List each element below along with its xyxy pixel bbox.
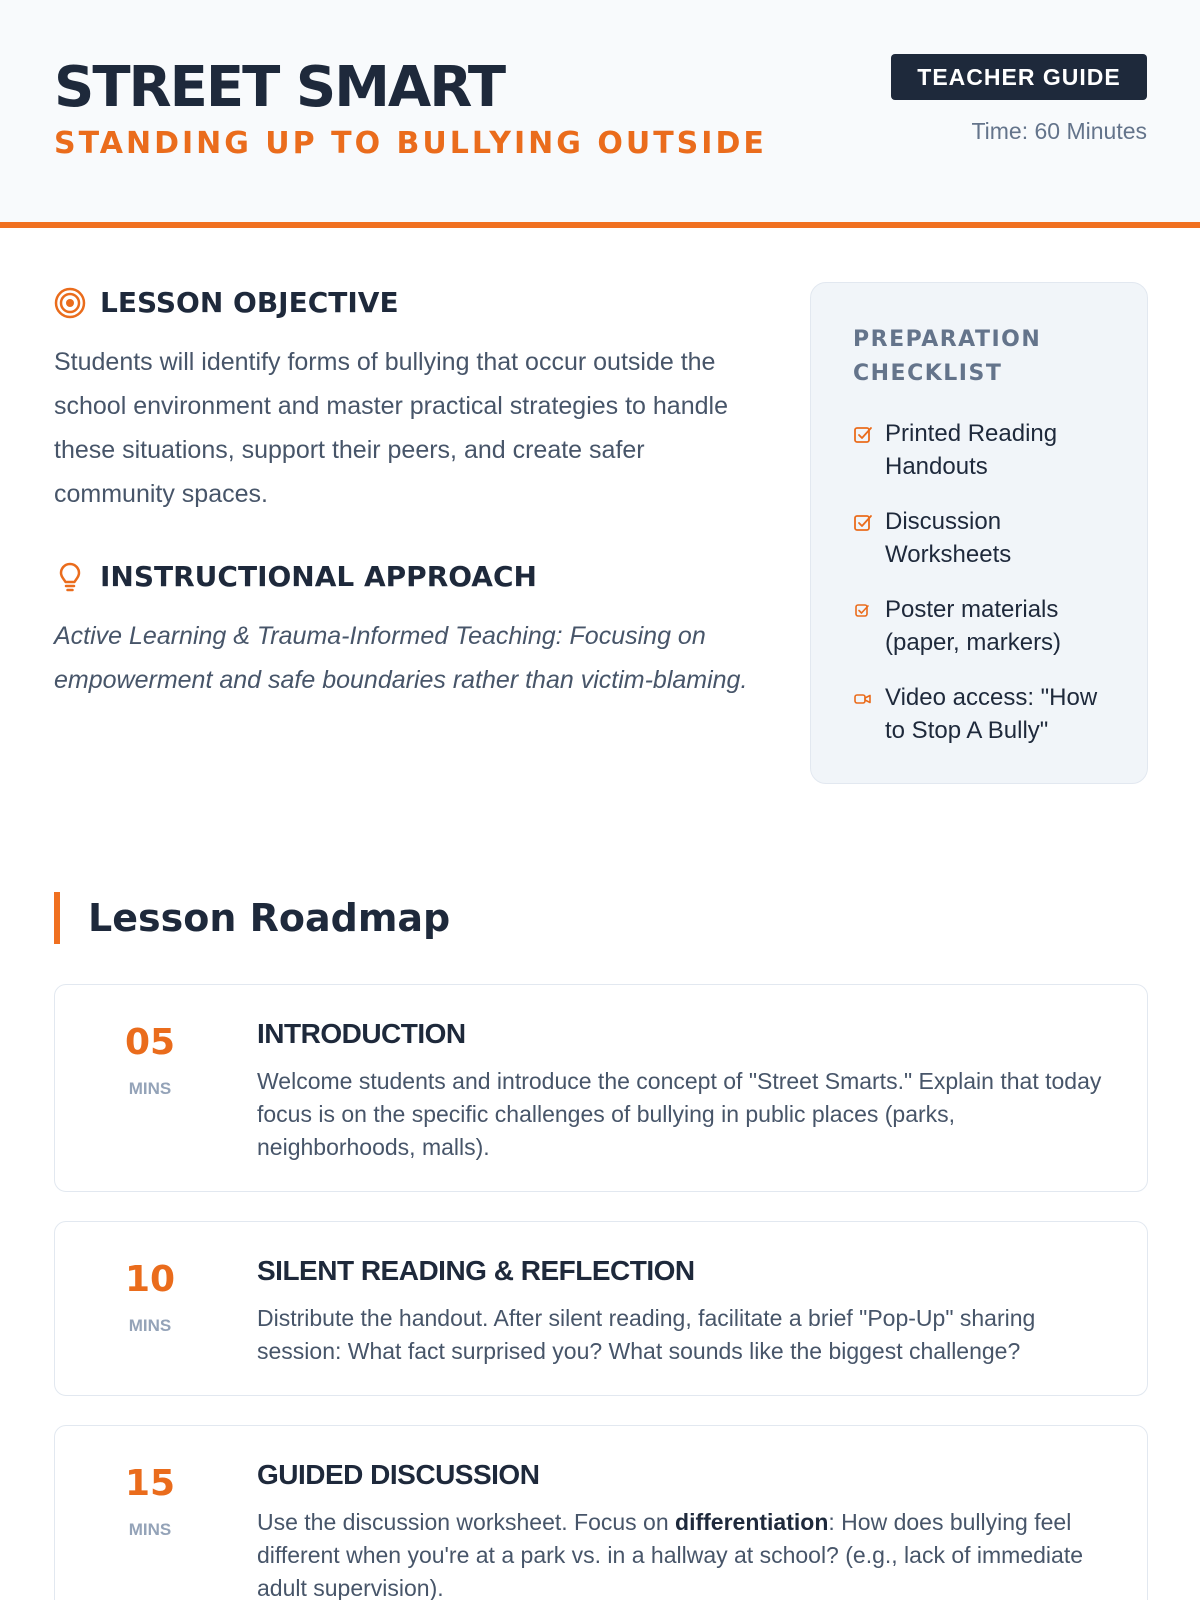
lesson-duration: Time: 60 Minutes: [971, 118, 1147, 144]
roadmap-step: [54, 1221, 1148, 1396]
checkbox-icon: [853, 425, 873, 445]
step-minutes: 15: [124, 1463, 176, 1504]
step-description-emphasis: differentiation: [675, 1509, 829, 1535]
step-title: SILENT READING & REFLECTION: [257, 1255, 695, 1286]
approach-text: Active Learning & Trauma-Informed Teaching: Focusing on empowerment and safe boundaries rather than victim-blaming.: [54, 622, 748, 694]
approach-heading-label: INSTRUCTIONAL APPROACH: [100, 560, 537, 593]
checklist-item-label: Video access: "How to Stop A Bully": [885, 684, 1098, 744]
step-description: [257, 1506, 1117, 1600]
checklist-item: [853, 417, 1117, 483]
objective-heading-label: LESSON OBJECTIVE: [100, 286, 399, 319]
page-header: [0, 0, 1200, 228]
roadmap-heading: Lesson Roadmap: [54, 892, 450, 944]
page-title: STREET SMART: [54, 55, 505, 120]
objective-text: Students will identify forms of bullying that occur outside the school environment and master practical strategies to handle these situations, support their peers, and create safer community spaces.: [54, 348, 728, 508]
step-minutes-unit: MINS: [128, 1079, 172, 1098]
roadmap-step: [54, 984, 1148, 1192]
checklist-item: [853, 593, 1117, 659]
step-minutes-unit: MINS: [128, 1316, 172, 1335]
lightbulb-icon: [54, 561, 86, 593]
step-minutes: 10: [124, 1259, 176, 1300]
target-icon: [54, 287, 86, 319]
preparation-checklist: [810, 282, 1148, 784]
step-minutes: 05: [124, 1022, 176, 1063]
roadmap-step: [54, 1425, 1148, 1600]
checklist-item-label: Poster materials (paper, markers): [885, 596, 1062, 656]
checklist-item-label: Discussion Worksheets: [885, 508, 1012, 568]
checkbox-icon: [853, 601, 873, 621]
step-description-start: Use the discussion worksheet. Focus on: [257, 1509, 676, 1535]
checklist-title: PREPARATION CHECKLIST: [853, 327, 1042, 386]
step-title: GUIDED DISCUSSION: [257, 1459, 540, 1490]
step-description: Welcome students and introduce the concept of "Street Smarts." Explain that today focus is on the specific challenges of bullying in public places (parks, neighborhoods, malls).: [257, 1068, 1102, 1160]
step-description: Distribute the handout. After silent reading, facilitate a brief "Pop-Up" sharing session: What fact surprised you? What sounds like the biggest challenge?: [257, 1305, 1036, 1364]
checklist-item: [853, 681, 1117, 747]
step-description-end: : How does bullying feel different when you're at a park vs. in a hallway at school? (e.g., lack of immediate adult supervision).: [257, 1509, 1084, 1600]
checkbox-icon: [853, 513, 873, 533]
checklist-item-label: Printed Reading Handouts: [885, 420, 1058, 480]
page-subtitle: STANDING UP TO BULLYING OUTSIDE: [54, 126, 767, 161]
step-title: INTRODUCTION: [257, 1018, 466, 1049]
approach-heading: [54, 560, 537, 594]
step-minutes-unit: MINS: [128, 1520, 172, 1539]
checklist-item: [853, 505, 1117, 571]
video-icon: [853, 689, 873, 709]
objective-heading: [54, 286, 399, 320]
teacher-guide-badge: TEACHER GUIDE: [891, 54, 1147, 100]
